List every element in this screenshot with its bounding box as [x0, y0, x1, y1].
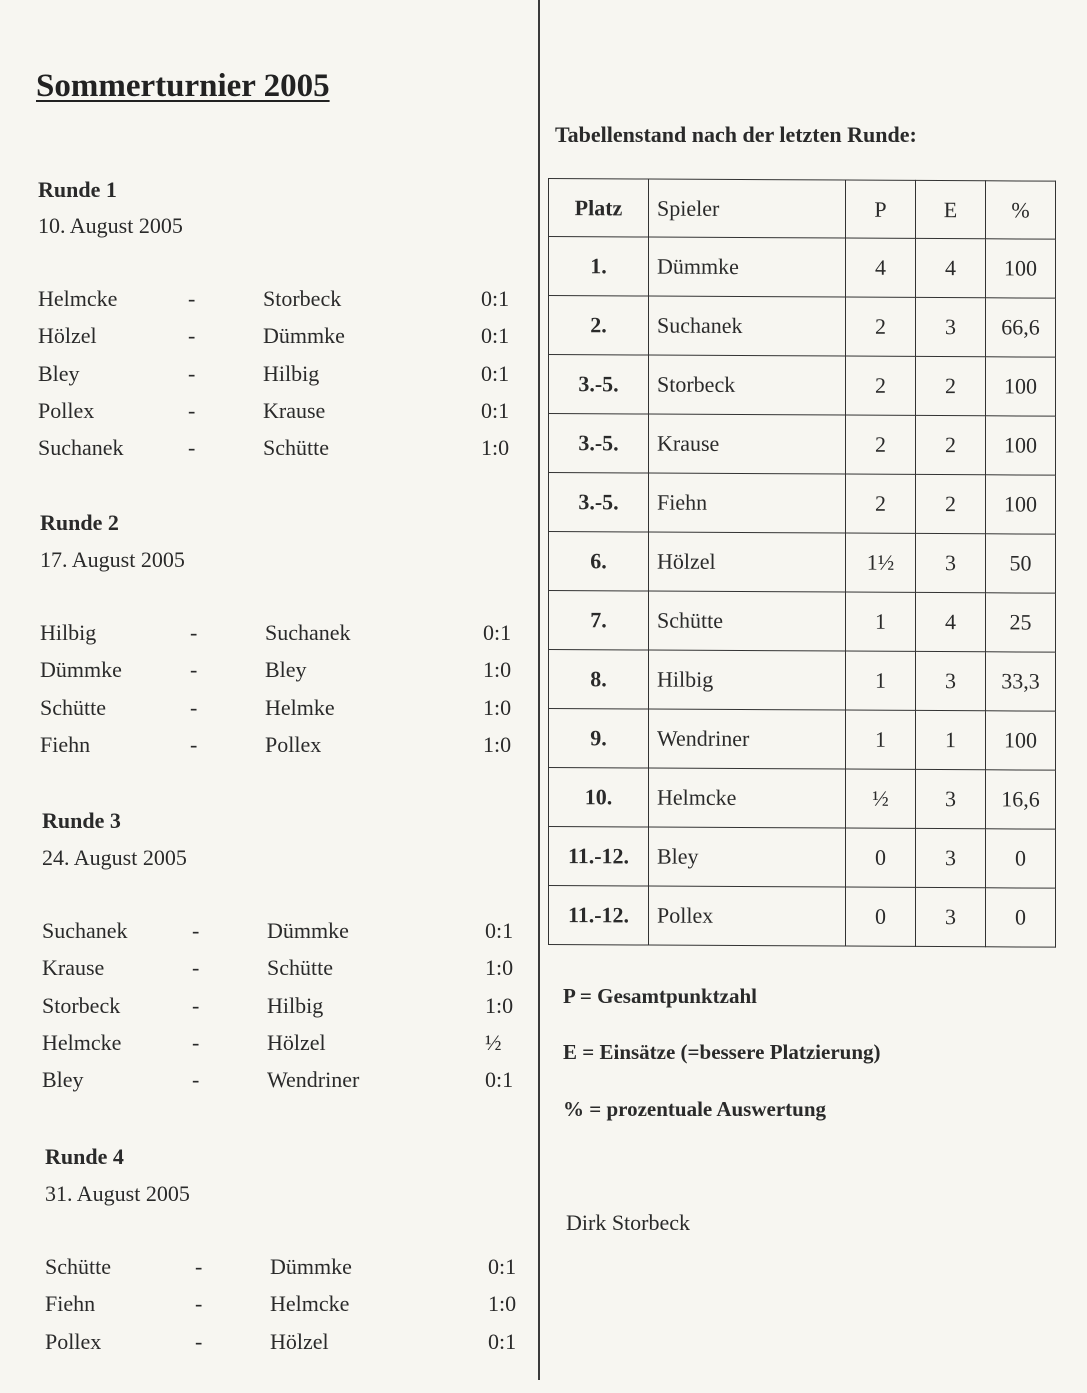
player-white: Helmcke: [38, 286, 118, 311]
player-cell: Krause: [649, 414, 846, 474]
game-result: 0:1: [483, 620, 512, 645]
standings-row: [549, 768, 1056, 830]
games-cell: 3: [916, 533, 986, 592]
game-dash: -: [188, 323, 196, 349]
header-spieler: Spieler: [649, 179, 846, 238]
game-row: [40, 695, 570, 729]
points-cell: ½: [846, 769, 916, 828]
player-white: Pollex: [38, 397, 95, 423]
game-dash: -: [195, 1291, 203, 1317]
player-white: Schütte: [40, 694, 106, 720]
standings-table: [548, 178, 1056, 948]
game-row: [45, 1291, 575, 1325]
rank-cell: 7.: [549, 591, 649, 651]
game-dash: -: [195, 1328, 203, 1354]
standings-row: [549, 650, 1056, 712]
player-black: Hilbig: [263, 360, 320, 386]
game-result: 0:1: [481, 286, 510, 311]
percent-cell: 25: [986, 593, 1056, 652]
header-pct: %: [986, 181, 1056, 239]
rank-cell: 3.-5.: [549, 355, 649, 415]
round-title: Runde 4: [45, 1144, 124, 1169]
game-dash: -: [192, 955, 200, 981]
game-dash: -: [192, 992, 200, 1018]
points-cell: 2: [846, 474, 916, 533]
player-black: Dümmke: [267, 918, 349, 943]
game-dash: -: [190, 731, 198, 757]
player-cell: Hilbig: [649, 650, 846, 710]
player-black: Hölzel: [270, 1328, 329, 1354]
percent-cell: 16,6: [986, 770, 1056, 829]
game-row: [38, 435, 568, 469]
player-white: Krause: [42, 955, 105, 981]
game-result: 0:1: [488, 1328, 517, 1354]
rank-cell: 1.: [549, 237, 649, 297]
signature: Dirk Storbeck: [566, 1210, 691, 1235]
player-black: Dümmke: [263, 323, 345, 349]
player-black: Suchanek: [265, 620, 351, 645]
player-black: Pollex: [265, 731, 322, 757]
rank-cell: 8.: [549, 650, 649, 710]
game-dash: -: [192, 1067, 200, 1093]
games-cell: 2: [916, 415, 986, 474]
header-e: E: [916, 180, 986, 238]
points-cell: 1: [846, 651, 916, 710]
legend-pct: % = prozentuale Auswertung: [563, 1097, 827, 1121]
rank-cell: 11.-12.: [549, 827, 649, 887]
points-cell: 2: [846, 356, 916, 415]
header-p: P: [846, 180, 916, 238]
game-row: [45, 1329, 575, 1363]
percent-cell: 0: [986, 888, 1056, 947]
rank-cell: 11.-12.: [549, 886, 649, 946]
standings-row: [549, 355, 1056, 417]
game-row: [42, 993, 572, 1027]
game-result: 0:1: [481, 360, 510, 386]
percent-cell: 100: [986, 357, 1056, 416]
round-date: 17. August 2005: [40, 547, 185, 572]
player-cell: Hölzel: [649, 532, 846, 592]
game-dash: -: [188, 360, 196, 386]
standings-row: [549, 591, 1056, 653]
game-row: [45, 1254, 575, 1288]
player-black: Bley: [265, 657, 307, 683]
player-cell: Storbeck: [649, 355, 846, 415]
points-cell: 1½: [846, 533, 916, 592]
round-date: 10. August 2005: [38, 213, 183, 238]
standings-row: [549, 532, 1056, 594]
player-white: Fiehn: [40, 731, 91, 757]
document-title: Sommerturnier 2005: [36, 68, 330, 104]
player-white: Dümmke: [40, 657, 122, 683]
standings-row: [549, 827, 1056, 889]
game-dash: -: [188, 435, 196, 461]
standings-row: [549, 414, 1056, 476]
player-white: Fiehn: [45, 1291, 96, 1317]
player-cell: Suchanek: [649, 296, 846, 356]
player-white: Hilbig: [40, 620, 97, 645]
percent-cell: 100: [986, 416, 1056, 475]
games-cell: 1: [916, 710, 986, 769]
points-cell: 1: [846, 710, 916, 769]
standings-heading: Tabellenstand nach der letzten Runde:: [555, 122, 917, 147]
game-dash: -: [190, 694, 198, 720]
percent-cell: 0: [986, 829, 1056, 888]
games-cell: 2: [916, 356, 986, 415]
points-cell: 4: [846, 238, 916, 297]
player-cell: Dümmke: [649, 237, 846, 297]
player-black: Schütte: [263, 435, 329, 461]
points-cell: 0: [846, 887, 916, 946]
games-cell: 4: [916, 238, 986, 297]
rank-cell: 2.: [549, 296, 649, 356]
standings-row: [549, 296, 1056, 358]
rank-cell: 6.: [549, 532, 649, 592]
games-cell: 3: [916, 828, 986, 887]
player-cell: Fiehn: [649, 473, 846, 533]
player-cell: Wendriner: [649, 709, 846, 769]
game-row: [40, 732, 570, 766]
player-black: Dümmke: [270, 1254, 352, 1279]
player-black: Wendriner: [267, 1067, 360, 1093]
games-cell: 3: [916, 297, 986, 356]
games-cell: 2: [916, 474, 986, 533]
percent-cell: 66,6: [986, 298, 1056, 357]
round-title: Runde 2: [40, 510, 119, 535]
percent-cell: 100: [986, 711, 1056, 770]
player-black: Helmke: [265, 694, 335, 720]
player-white: Bley: [38, 360, 80, 386]
rank-cell: 9.: [549, 709, 649, 769]
game-result: 1:0: [488, 1291, 517, 1317]
games-cell: 3: [916, 887, 986, 946]
game-result: 1:0: [485, 992, 514, 1018]
player-cell: Helmcke: [649, 768, 846, 828]
standings-row: [549, 237, 1056, 299]
standings-row: [549, 473, 1056, 535]
game-dash: -: [188, 397, 196, 423]
standings-row: [549, 886, 1056, 948]
player-white: Storbeck: [42, 992, 121, 1018]
player-black: Storbeck: [263, 286, 342, 311]
round-date: 31. August 2005: [45, 1181, 190, 1206]
standings-row: [549, 709, 1056, 771]
game-dash: -: [188, 286, 196, 311]
game-row: [38, 323, 568, 357]
game-dash: -: [190, 620, 198, 645]
games-cell: 3: [916, 769, 986, 828]
player-cell: Bley: [649, 827, 846, 887]
game-result: 1:0: [485, 955, 514, 981]
player-black: Helmcke: [270, 1291, 350, 1317]
standings-header-row: [549, 179, 1056, 240]
game-result: 1:0: [481, 435, 510, 461]
player-white: Bley: [42, 1067, 84, 1093]
player-black: Schütte: [267, 955, 333, 981]
points-cell: 1: [846, 592, 916, 651]
game-dash: -: [192, 1029, 200, 1055]
game-result: 1:0: [483, 694, 512, 720]
game-result: 0:1: [488, 1254, 517, 1279]
games-cell: 3: [916, 651, 986, 710]
player-cell: Schütte: [649, 591, 846, 651]
rank-cell: 10.: [549, 768, 649, 828]
game-result: 0:1: [485, 1067, 514, 1093]
player-cell: Pollex: [649, 886, 846, 946]
percent-cell: 100: [986, 239, 1056, 298]
player-white: Suchanek: [38, 435, 124, 461]
game-result: 0:1: [485, 918, 514, 943]
points-cell: 2: [846, 415, 916, 474]
game-result: 0:1: [481, 323, 510, 349]
points-cell: 0: [846, 828, 916, 887]
player-white: Hölzel: [38, 323, 97, 349]
game-row: [42, 1030, 572, 1064]
player-black: Krause: [263, 397, 326, 423]
percent-cell: 33,3: [986, 652, 1056, 711]
legend-e: E = Einsätze (=bessere Platzierung): [563, 1040, 881, 1064]
games-cell: 4: [916, 592, 986, 651]
rank-cell: 3.-5.: [549, 414, 649, 474]
round-date: 24. August 2005: [42, 845, 187, 870]
game-row: [40, 657, 570, 691]
game-result: 1:0: [483, 731, 512, 757]
header-platz: Platz: [549, 179, 649, 238]
player-black: Hilbig: [267, 992, 324, 1018]
game-row: [38, 361, 568, 395]
game-result: ½: [485, 1029, 502, 1055]
game-row: [42, 918, 572, 952]
rank-cell: 3.-5.: [549, 473, 649, 533]
round-title: Runde 1: [38, 177, 117, 202]
game-row: [38, 398, 568, 432]
game-row: [40, 620, 570, 654]
game-dash: -: [190, 657, 198, 683]
player-white: Schütte: [45, 1254, 111, 1279]
player-white: Suchanek: [42, 918, 128, 943]
player-black: Hölzel: [267, 1029, 326, 1055]
round-title: Runde 3: [42, 808, 121, 833]
game-result: 0:1: [481, 397, 510, 423]
game-result: 1:0: [483, 657, 512, 683]
player-white: Helmcke: [42, 1029, 122, 1055]
game-dash: -: [192, 918, 200, 943]
game-row: [42, 955, 572, 989]
game-row: [42, 1067, 572, 1101]
legend-p: P = Gesamtpunktzahl: [563, 984, 757, 1008]
percent-cell: 50: [986, 534, 1056, 593]
game-row: [38, 286, 568, 320]
player-white: Pollex: [45, 1328, 102, 1354]
percent-cell: 100: [986, 475, 1056, 534]
points-cell: 2: [846, 297, 916, 356]
game-dash: -: [195, 1254, 203, 1279]
